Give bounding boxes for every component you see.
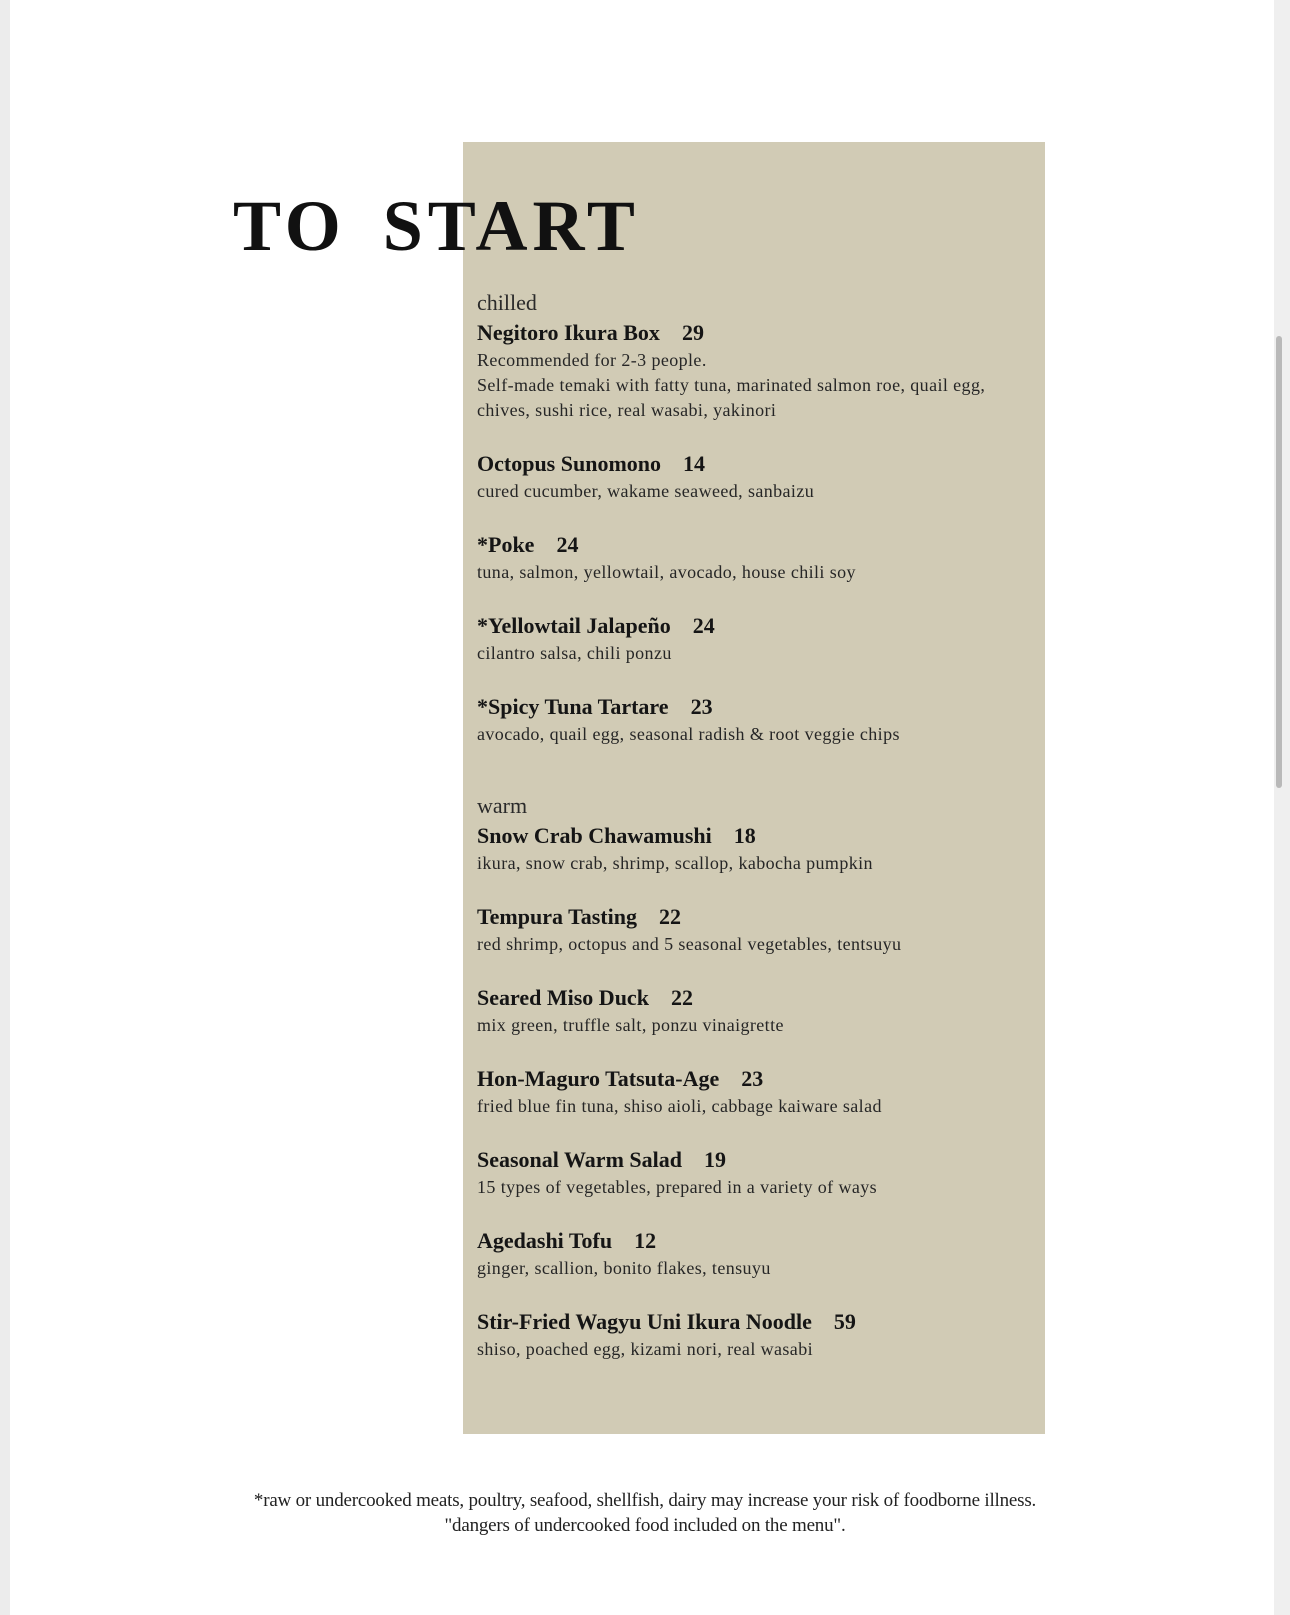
footnote-line-1: *raw or undercooked meats, poultry, seafood, shellfish, dairy may increase your risk of foodborne illness. — [253, 1490, 1037, 1511]
menu-item-name: Octopus Sunomono — [477, 451, 662, 476]
menu-item-description: mix green, truffle salt, ponzu vinaigrette — [477, 1015, 784, 1035]
menu-item-heading — [477, 692, 1037, 722]
menu-item — [477, 1064, 1037, 1119]
menu-item-price: 59 — [833, 1309, 856, 1334]
menu-item-heading — [477, 821, 1037, 851]
menu-item-heading — [477, 1145, 1037, 1175]
menu-item-price: 22 — [658, 904, 681, 929]
menu-item-heading — [477, 902, 1037, 932]
menu-item-description: fried blue fin tuna, shiso aioli, cabbage kaiware salad — [477, 1096, 882, 1116]
menu-item-name: *Poke — [477, 532, 535, 557]
menu-item-heading — [477, 1307, 1037, 1337]
menu-item-name: Tempura Tasting — [477, 904, 637, 929]
menu-content — [477, 290, 1037, 1388]
menu-item-price: 22 — [670, 985, 693, 1010]
menu-item-price: 19 — [703, 1147, 726, 1172]
page-title: TO START — [233, 186, 640, 266]
menu-item-price: 29 — [681, 320, 704, 345]
footnote-line-2: "dangers of undercooked food included on the menu". — [444, 1515, 846, 1536]
menu-item-description: ginger, scallion, bonito flakes, tensuyu — [477, 1258, 771, 1278]
menu-item-heading — [477, 1226, 1037, 1256]
menu-item — [477, 449, 1037, 504]
menu-item-description: shiso, poached egg, kizami nori, real wasabi — [477, 1339, 814, 1359]
menu-item-name: Seasonal Warm Salad — [477, 1147, 682, 1172]
menu-item-price: 24 — [692, 613, 715, 638]
menu-item — [477, 1307, 1037, 1362]
menu-item-price: 12 — [634, 1228, 657, 1253]
menu-item-name: Hon-Maguro Tatsuta-Age — [477, 1066, 720, 1091]
menu-item-price: 23 — [690, 694, 713, 719]
menu-item-description: Recommended for 2-3 people. — [477, 350, 707, 370]
menu-item — [477, 1226, 1037, 1281]
menu-item — [477, 902, 1037, 957]
menu-item-description: avocado, quail egg, seasonal radish & root veggie chips — [477, 724, 900, 744]
menu-item-description: cured cucumber, wakame seaweed, sanbaizu — [477, 481, 815, 501]
menu-item-description: ikura, snow crab, shrimp, scallop, kabocha pumpkin — [477, 853, 873, 873]
menu-item-heading — [477, 449, 1037, 479]
menu-item-price: 24 — [556, 532, 579, 557]
menu-item-heading — [477, 611, 1037, 641]
section-label: warm — [477, 793, 528, 818]
scrollbar-thumb[interactable] — [1276, 336, 1282, 788]
menu-item-description: Self-made temaki with fatty tuna, marinated salmon roe, quail egg, chives, sushi rice, real wasabi, yakinori — [477, 375, 986, 420]
menu-item-name: *Spicy Tuna Tartare — [477, 694, 669, 719]
menu-item-heading — [477, 1064, 1037, 1094]
menu-item — [477, 611, 1037, 666]
menu-item-description: tuna, salmon, yellowtail, avocado, house chili soy — [477, 562, 856, 582]
menu-item-name: Stir-Fried Wagyu Uni Ikura Noodle — [477, 1309, 812, 1334]
menu-item — [477, 530, 1037, 585]
menu-item-description: 15 types of vegetables, prepared in a variety of ways — [477, 1177, 878, 1197]
scrollbar-track[interactable] — [1274, 0, 1290, 1615]
menu-item-name: Seared Miso Duck — [477, 985, 649, 1010]
menu-item-heading — [477, 983, 1037, 1013]
menu-item — [477, 983, 1037, 1038]
menu-item-price: 23 — [741, 1066, 764, 1091]
menu-item — [477, 318, 1037, 423]
menu-item-heading — [477, 530, 1037, 560]
menu-item — [477, 1145, 1037, 1200]
menu-item-price: 18 — [733, 823, 756, 848]
menu-item-name: Negitoro Ikura Box — [477, 320, 660, 345]
menu-item-name: *Yellowtail Jalapeño — [477, 613, 671, 638]
menu-item-price: 14 — [683, 451, 706, 476]
menu-item-name: Snow Crab Chawamushi — [477, 823, 712, 848]
menu-item-heading — [477, 318, 1037, 348]
menu-item — [477, 821, 1037, 876]
menu-page — [10, 0, 1274, 1615]
menu-item — [477, 692, 1037, 747]
menu-item-description: red shrimp, octopus and 5 seasonal vegetables, tentsuyu — [477, 934, 902, 954]
section-label: chilled — [477, 290, 537, 315]
menu-item-description: cilantro salsa, chili ponzu — [477, 643, 672, 663]
menu-item-name: Agedashi Tofu — [477, 1228, 613, 1253]
section-warm — [477, 793, 1037, 1362]
section-chilled — [477, 290, 1037, 747]
